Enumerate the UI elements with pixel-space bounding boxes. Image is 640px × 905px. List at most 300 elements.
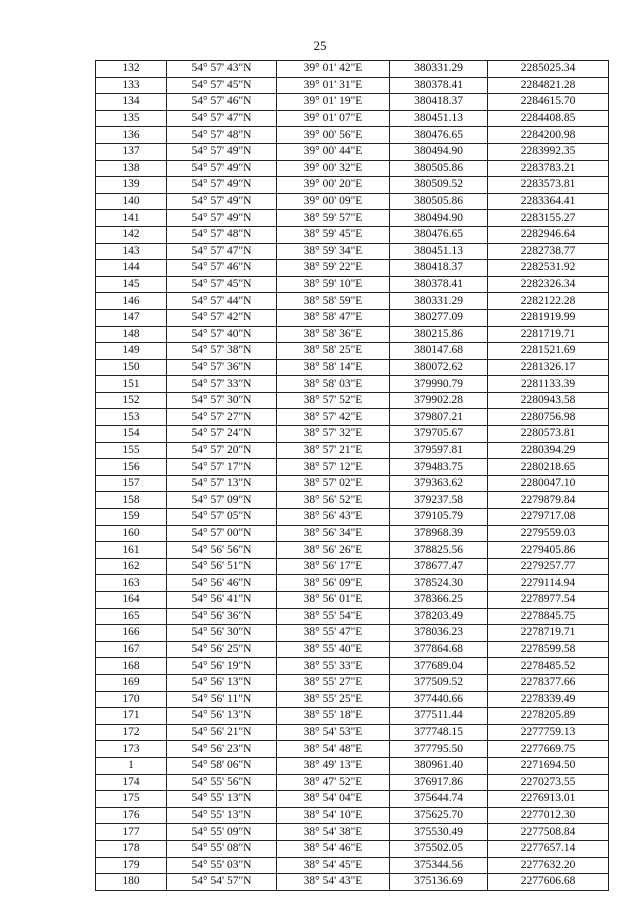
y-coordinate-cell: 2277012.30: [488, 807, 609, 824]
latitude-cell: 54° 56' 51"N: [167, 558, 277, 575]
x-coordinate-cell: 380505.86: [390, 193, 488, 210]
x-coordinate-cell: 380378.41: [390, 276, 488, 293]
y-coordinate-cell: 2278599.58: [488, 641, 609, 658]
longitude-cell: 38° 57' 42"E: [277, 409, 390, 426]
longitude-cell: 38° 55' 47"E: [277, 625, 390, 642]
point-number-cell: 134: [96, 94, 167, 111]
y-coordinate-cell: 2282738.77: [488, 243, 609, 260]
latitude-cell: 54° 57' 33"N: [167, 376, 277, 393]
latitude-cell: 54° 57' 40"N: [167, 326, 277, 343]
point-number-cell: 144: [96, 260, 167, 277]
x-coordinate-cell: 378366.25: [390, 592, 488, 609]
longitude-cell: 38° 55' 18"E: [277, 708, 390, 725]
longitude-cell: 38° 54' 43"E: [277, 874, 390, 891]
y-coordinate-cell: 2282122.28: [488, 293, 609, 310]
point-number-cell: 170: [96, 691, 167, 708]
x-coordinate-cell: 380072.62: [390, 359, 488, 376]
longitude-cell: 38° 56' 09"E: [277, 575, 390, 592]
point-number-cell: 139: [96, 177, 167, 194]
table-row: [96, 243, 609, 260]
y-coordinate-cell: 2283992.35: [488, 143, 609, 160]
latitude-cell: 54° 57' 17"N: [167, 459, 277, 476]
longitude-cell: 38° 54' 48"E: [277, 741, 390, 758]
table-row: [96, 110, 609, 127]
table-row: [96, 874, 609, 891]
table-row: [96, 658, 609, 675]
point-number-cell: 168: [96, 658, 167, 675]
x-coordinate-cell: 377748.15: [390, 724, 488, 741]
table-row: [96, 326, 609, 343]
latitude-cell: 54° 57' 27"N: [167, 409, 277, 426]
latitude-cell: 54° 57' 49"N: [167, 160, 277, 177]
latitude-cell: 54° 58' 06"N: [167, 757, 277, 774]
longitude-cell: 39° 00' 20"E: [277, 177, 390, 194]
x-coordinate-cell: 380215.86: [390, 326, 488, 343]
y-coordinate-cell: 2280394.29: [488, 442, 609, 459]
longitude-cell: 38° 58' 59"E: [277, 293, 390, 310]
latitude-cell: 54° 57' 45"N: [167, 276, 277, 293]
x-coordinate-cell: 380476.65: [390, 127, 488, 144]
longitude-cell: 38° 59' 34"E: [277, 243, 390, 260]
latitude-cell: 54° 57' 38"N: [167, 343, 277, 360]
latitude-cell: 54° 56' 30"N: [167, 625, 277, 642]
y-coordinate-cell: 2278485.52: [488, 658, 609, 675]
latitude-cell: 54° 56' 13"N: [167, 674, 277, 691]
point-number-cell: 165: [96, 608, 167, 625]
y-coordinate-cell: 2284821.28: [488, 77, 609, 94]
x-coordinate-cell: 377511.44: [390, 708, 488, 725]
table-row: [96, 824, 609, 841]
longitude-cell: 39° 00' 56"E: [277, 127, 390, 144]
y-coordinate-cell: 2280573.81: [488, 426, 609, 443]
x-coordinate-cell: 380418.37: [390, 260, 488, 277]
y-coordinate-cell: 2281521.69: [488, 343, 609, 360]
y-coordinate-cell: 2282326.34: [488, 276, 609, 293]
x-coordinate-cell: 377689.04: [390, 658, 488, 675]
x-coordinate-cell: 378825.56: [390, 542, 488, 559]
y-coordinate-cell: 2277657.14: [488, 840, 609, 857]
longitude-cell: 38° 55' 54"E: [277, 608, 390, 625]
page-number: 25: [313, 38, 327, 53]
point-number-cell: 153: [96, 409, 167, 426]
y-coordinate-cell: 2281133.39: [488, 376, 609, 393]
x-coordinate-cell: 380378.41: [390, 77, 488, 94]
point-number-cell: 171: [96, 708, 167, 725]
point-number-cell: 149: [96, 343, 167, 360]
latitude-cell: 54° 57' 46"N: [167, 260, 277, 277]
x-coordinate-cell: 375530.49: [390, 824, 488, 841]
longitude-cell: 38° 58' 47"E: [277, 309, 390, 326]
point-number-cell: 140: [96, 193, 167, 210]
point-number-cell: 180: [96, 874, 167, 891]
table-row: [96, 276, 609, 293]
x-coordinate-cell: 375502.05: [390, 840, 488, 857]
point-number-cell: 136: [96, 127, 167, 144]
longitude-cell: 39° 01' 07"E: [277, 110, 390, 127]
y-coordinate-cell: 2280943.58: [488, 392, 609, 409]
x-coordinate-cell: 378968.39: [390, 525, 488, 542]
table-row: [96, 724, 609, 741]
latitude-cell: 54° 57' 20"N: [167, 442, 277, 459]
longitude-cell: 38° 54' 45"E: [277, 857, 390, 874]
latitude-cell: 54° 55' 03"N: [167, 857, 277, 874]
point-number-cell: 169: [96, 674, 167, 691]
table-row: [96, 641, 609, 658]
point-number-cell: 147: [96, 309, 167, 326]
longitude-cell: 38° 49' 13"E: [277, 757, 390, 774]
table-row: [96, 708, 609, 725]
y-coordinate-cell: 2281326.17: [488, 359, 609, 376]
x-coordinate-cell: 378203.49: [390, 608, 488, 625]
latitude-cell: 54° 56' 11"N: [167, 691, 277, 708]
longitude-cell: 38° 58' 25"E: [277, 343, 390, 360]
longitude-cell: 38° 56' 34"E: [277, 525, 390, 542]
point-number-cell: 135: [96, 110, 167, 127]
x-coordinate-cell: 378524.30: [390, 575, 488, 592]
y-coordinate-cell: 2282531.92: [488, 260, 609, 277]
point-number-cell: 137: [96, 143, 167, 160]
table-row: [96, 558, 609, 575]
latitude-cell: 54° 55' 09"N: [167, 824, 277, 841]
latitude-cell: 54° 57' 13"N: [167, 475, 277, 492]
latitude-cell: 54° 57' 48"N: [167, 226, 277, 243]
y-coordinate-cell: 2281919.99: [488, 309, 609, 326]
y-coordinate-cell: 2278339.49: [488, 691, 609, 708]
y-coordinate-cell: 2279879.84: [488, 492, 609, 509]
table-row: [96, 691, 609, 708]
y-coordinate-cell: 2271694.50: [488, 757, 609, 774]
y-coordinate-cell: 2279717.08: [488, 509, 609, 526]
longitude-cell: 38° 56' 17"E: [277, 558, 390, 575]
y-coordinate-cell: 2283573.81: [488, 177, 609, 194]
y-coordinate-cell: 2278845.75: [488, 608, 609, 625]
x-coordinate-cell: 380277.09: [390, 309, 488, 326]
y-coordinate-cell: 2283783.21: [488, 160, 609, 177]
table-row: [96, 260, 609, 277]
longitude-cell: 38° 54' 38"E: [277, 824, 390, 841]
y-coordinate-cell: 2280047.10: [488, 475, 609, 492]
longitude-cell: 38° 56' 01"E: [277, 592, 390, 609]
coordinates-table: [95, 60, 609, 891]
point-number-cell: 146: [96, 293, 167, 310]
latitude-cell: 54° 57' 44"N: [167, 293, 277, 310]
y-coordinate-cell: 2279405.86: [488, 542, 609, 559]
x-coordinate-cell: 379597.81: [390, 442, 488, 459]
x-coordinate-cell: 380147.68: [390, 343, 488, 360]
point-number-cell: 167: [96, 641, 167, 658]
table-row: [96, 525, 609, 542]
table-row: [96, 343, 609, 360]
longitude-cell: 38° 54' 04"E: [277, 791, 390, 808]
point-number-cell: 1: [96, 757, 167, 774]
table-row: [96, 61, 609, 78]
table-row: [96, 392, 609, 409]
point-number-cell: 154: [96, 426, 167, 443]
y-coordinate-cell: 2283155.27: [488, 210, 609, 227]
y-coordinate-cell: 2284408.85: [488, 110, 609, 127]
x-coordinate-cell: 379237.58: [390, 492, 488, 509]
y-coordinate-cell: 2285025.34: [488, 61, 609, 78]
point-number-cell: 160: [96, 525, 167, 542]
longitude-cell: 38° 57' 02"E: [277, 475, 390, 492]
y-coordinate-cell: 2278977.54: [488, 592, 609, 609]
y-coordinate-cell: 2282946.64: [488, 226, 609, 243]
point-number-cell: 173: [96, 741, 167, 758]
x-coordinate-cell: 375644.74: [390, 791, 488, 808]
latitude-cell: 54° 56' 13"N: [167, 708, 277, 725]
point-number-cell: 145: [96, 276, 167, 293]
table-row: [96, 160, 609, 177]
table-row: [96, 143, 609, 160]
point-number-cell: 143: [96, 243, 167, 260]
table-row: [96, 509, 609, 526]
x-coordinate-cell: 379363.62: [390, 475, 488, 492]
y-coordinate-cell: 2281719.71: [488, 326, 609, 343]
latitude-cell: 54° 57' 36"N: [167, 359, 277, 376]
x-coordinate-cell: 377795.50: [390, 741, 488, 758]
table-row: [96, 309, 609, 326]
table-row: [96, 376, 609, 393]
x-coordinate-cell: 380961.40: [390, 757, 488, 774]
x-coordinate-cell: 379105.79: [390, 509, 488, 526]
point-number-cell: 166: [96, 625, 167, 642]
table-row: [96, 608, 609, 625]
table-row: [96, 840, 609, 857]
latitude-cell: 54° 57' 05"N: [167, 509, 277, 526]
table-row: [96, 592, 609, 609]
y-coordinate-cell: 2280218.65: [488, 459, 609, 476]
point-number-cell: 159: [96, 509, 167, 526]
y-coordinate-cell: 2278719.71: [488, 625, 609, 642]
table-row: [96, 459, 609, 476]
point-number-cell: 177: [96, 824, 167, 841]
latitude-cell: 54° 56' 25"N: [167, 641, 277, 658]
point-number-cell: 148: [96, 326, 167, 343]
latitude-cell: 54° 57' 43"N: [167, 61, 277, 78]
point-number-cell: 174: [96, 774, 167, 791]
x-coordinate-cell: 375344.56: [390, 857, 488, 874]
x-coordinate-cell: 376917.86: [390, 774, 488, 791]
y-coordinate-cell: 2277669.75: [488, 741, 609, 758]
longitude-cell: 38° 55' 40"E: [277, 641, 390, 658]
longitude-cell: 38° 58' 14"E: [277, 359, 390, 376]
longitude-cell: 38° 55' 33"E: [277, 658, 390, 675]
table-row: [96, 94, 609, 111]
table-row: [96, 625, 609, 642]
longitude-cell: 38° 59' 22"E: [277, 260, 390, 277]
point-number-cell: 163: [96, 575, 167, 592]
longitude-cell: 38° 58' 36"E: [277, 326, 390, 343]
x-coordinate-cell: 380331.29: [390, 293, 488, 310]
y-coordinate-cell: 2277632.20: [488, 857, 609, 874]
latitude-cell: 54° 57' 48"N: [167, 127, 277, 144]
latitude-cell: 54° 57' 30"N: [167, 392, 277, 409]
point-number-cell: 132: [96, 61, 167, 78]
longitude-cell: 38° 57' 21"E: [277, 442, 390, 459]
table-row: [96, 409, 609, 426]
x-coordinate-cell: 380509.52: [390, 177, 488, 194]
point-number-cell: 158: [96, 492, 167, 509]
table-row: [96, 77, 609, 94]
x-coordinate-cell: 375136.69: [390, 874, 488, 891]
longitude-cell: 38° 54' 46"E: [277, 840, 390, 857]
x-coordinate-cell: 380451.13: [390, 110, 488, 127]
latitude-cell: 54° 57' 49"N: [167, 210, 277, 227]
table-row: [96, 177, 609, 194]
latitude-cell: 54° 54' 57"N: [167, 874, 277, 891]
table-row: [96, 226, 609, 243]
table-row: [96, 359, 609, 376]
point-number-cell: 141: [96, 210, 167, 227]
longitude-cell: 39° 01' 42"E: [277, 61, 390, 78]
y-coordinate-cell: 2279559.03: [488, 525, 609, 542]
longitude-cell: 38° 59' 57"E: [277, 210, 390, 227]
x-coordinate-cell: 380505.86: [390, 160, 488, 177]
y-coordinate-cell: 2278205.89: [488, 708, 609, 725]
point-number-cell: 172: [96, 724, 167, 741]
longitude-cell: 39° 01' 19"E: [277, 94, 390, 111]
point-number-cell: 142: [96, 226, 167, 243]
point-number-cell: 178: [96, 840, 167, 857]
table-row: [96, 492, 609, 509]
x-coordinate-cell: 380331.29: [390, 61, 488, 78]
x-coordinate-cell: 379483.75: [390, 459, 488, 476]
latitude-cell: 54° 56' 21"N: [167, 724, 277, 741]
y-coordinate-cell: 2279114.94: [488, 575, 609, 592]
table-row: [96, 442, 609, 459]
table-row: [96, 475, 609, 492]
x-coordinate-cell: 379902.28: [390, 392, 488, 409]
y-coordinate-cell: 2277508.84: [488, 824, 609, 841]
longitude-cell: 38° 47' 52"E: [277, 774, 390, 791]
table-row: [96, 741, 609, 758]
y-coordinate-cell: 2278377.66: [488, 674, 609, 691]
y-coordinate-cell: 2279257.77: [488, 558, 609, 575]
latitude-cell: 54° 55' 13"N: [167, 807, 277, 824]
y-coordinate-cell: 2283364.41: [488, 193, 609, 210]
point-number-cell: 152: [96, 392, 167, 409]
table-row: [96, 210, 609, 227]
longitude-cell: 38° 55' 27"E: [277, 674, 390, 691]
x-coordinate-cell: 375625.70: [390, 807, 488, 824]
coordinates-table-body: [96, 61, 609, 891]
table-row: [96, 807, 609, 824]
latitude-cell: 54° 57' 45"N: [167, 77, 277, 94]
longitude-cell: 38° 59' 45"E: [277, 226, 390, 243]
point-number-cell: 156: [96, 459, 167, 476]
point-number-cell: 179: [96, 857, 167, 874]
longitude-cell: 38° 59' 10"E: [277, 276, 390, 293]
y-coordinate-cell: 2284200.98: [488, 127, 609, 144]
x-coordinate-cell: 377440.66: [390, 691, 488, 708]
table-row: [96, 293, 609, 310]
latitude-cell: 54° 57' 42"N: [167, 309, 277, 326]
point-number-cell: 157: [96, 475, 167, 492]
longitude-cell: 39° 01' 31"E: [277, 77, 390, 94]
latitude-cell: 54° 56' 56"N: [167, 542, 277, 559]
longitude-cell: 38° 57' 12"E: [277, 459, 390, 476]
point-number-cell: 164: [96, 592, 167, 609]
longitude-cell: 39° 00' 32"E: [277, 160, 390, 177]
point-number-cell: 133: [96, 77, 167, 94]
y-coordinate-cell: 2277759.13: [488, 724, 609, 741]
point-number-cell: 150: [96, 359, 167, 376]
longitude-cell: 39° 00' 09"E: [277, 193, 390, 210]
latitude-cell: 54° 55' 08"N: [167, 840, 277, 857]
latitude-cell: 54° 57' 47"N: [167, 243, 277, 260]
longitude-cell: 38° 54' 10"E: [277, 807, 390, 824]
table-row: [96, 542, 609, 559]
latitude-cell: 54° 57' 49"N: [167, 177, 277, 194]
table-row: [96, 127, 609, 144]
point-number-cell: 161: [96, 542, 167, 559]
latitude-cell: 54° 56' 36"N: [167, 608, 277, 625]
y-coordinate-cell: 2270273.55: [488, 774, 609, 791]
x-coordinate-cell: 379990.79: [390, 376, 488, 393]
longitude-cell: 38° 55' 25"E: [277, 691, 390, 708]
table-row: [96, 426, 609, 443]
latitude-cell: 54° 57' 09"N: [167, 492, 277, 509]
x-coordinate-cell: 378036.23: [390, 625, 488, 642]
y-coordinate-cell: 2284615.70: [488, 94, 609, 111]
point-number-cell: 162: [96, 558, 167, 575]
x-coordinate-cell: 379807.21: [390, 409, 488, 426]
table-row: [96, 674, 609, 691]
longitude-cell: 38° 56' 52"E: [277, 492, 390, 509]
table-row: [96, 791, 609, 808]
latitude-cell: 54° 57' 46"N: [167, 94, 277, 111]
table-row: [96, 757, 609, 774]
longitude-cell: 39° 00' 44"E: [277, 143, 390, 160]
longitude-cell: 38° 54' 53"E: [277, 724, 390, 741]
latitude-cell: 54° 57' 24"N: [167, 426, 277, 443]
longitude-cell: 38° 58' 03"E: [277, 376, 390, 393]
x-coordinate-cell: 380451.13: [390, 243, 488, 260]
point-number-cell: 151: [96, 376, 167, 393]
longitude-cell: 38° 57' 52"E: [277, 392, 390, 409]
y-coordinate-cell: 2277606.68: [488, 874, 609, 891]
y-coordinate-cell: 2280756.98: [488, 409, 609, 426]
latitude-cell: 54° 56' 23"N: [167, 741, 277, 758]
longitude-cell: 38° 57' 32"E: [277, 426, 390, 443]
y-coordinate-cell: 2276913.01: [488, 791, 609, 808]
table-row: [96, 193, 609, 210]
latitude-cell: 54° 56' 41"N: [167, 592, 277, 609]
x-coordinate-cell: 377509.52: [390, 674, 488, 691]
latitude-cell: 54° 55' 56"N: [167, 774, 277, 791]
latitude-cell: 54° 56' 19"N: [167, 658, 277, 675]
point-number-cell: 176: [96, 807, 167, 824]
latitude-cell: 54° 57' 49"N: [167, 143, 277, 160]
x-coordinate-cell: 380494.90: [390, 143, 488, 160]
table-row: [96, 857, 609, 874]
longitude-cell: 38° 56' 26"E: [277, 542, 390, 559]
x-coordinate-cell: 380418.37: [390, 94, 488, 111]
table-row: [96, 774, 609, 791]
x-coordinate-cell: 379705.67: [390, 426, 488, 443]
latitude-cell: 54° 57' 00"N: [167, 525, 277, 542]
latitude-cell: 54° 57' 49"N: [167, 193, 277, 210]
table-row: [96, 575, 609, 592]
point-number-cell: 175: [96, 791, 167, 808]
latitude-cell: 54° 56' 46"N: [167, 575, 277, 592]
latitude-cell: 54° 55' 13"N: [167, 791, 277, 808]
x-coordinate-cell: 380476.65: [390, 226, 488, 243]
point-number-cell: 138: [96, 160, 167, 177]
x-coordinate-cell: 380494.90: [390, 210, 488, 227]
x-coordinate-cell: 378677.47: [390, 558, 488, 575]
latitude-cell: 54° 57' 47"N: [167, 110, 277, 127]
